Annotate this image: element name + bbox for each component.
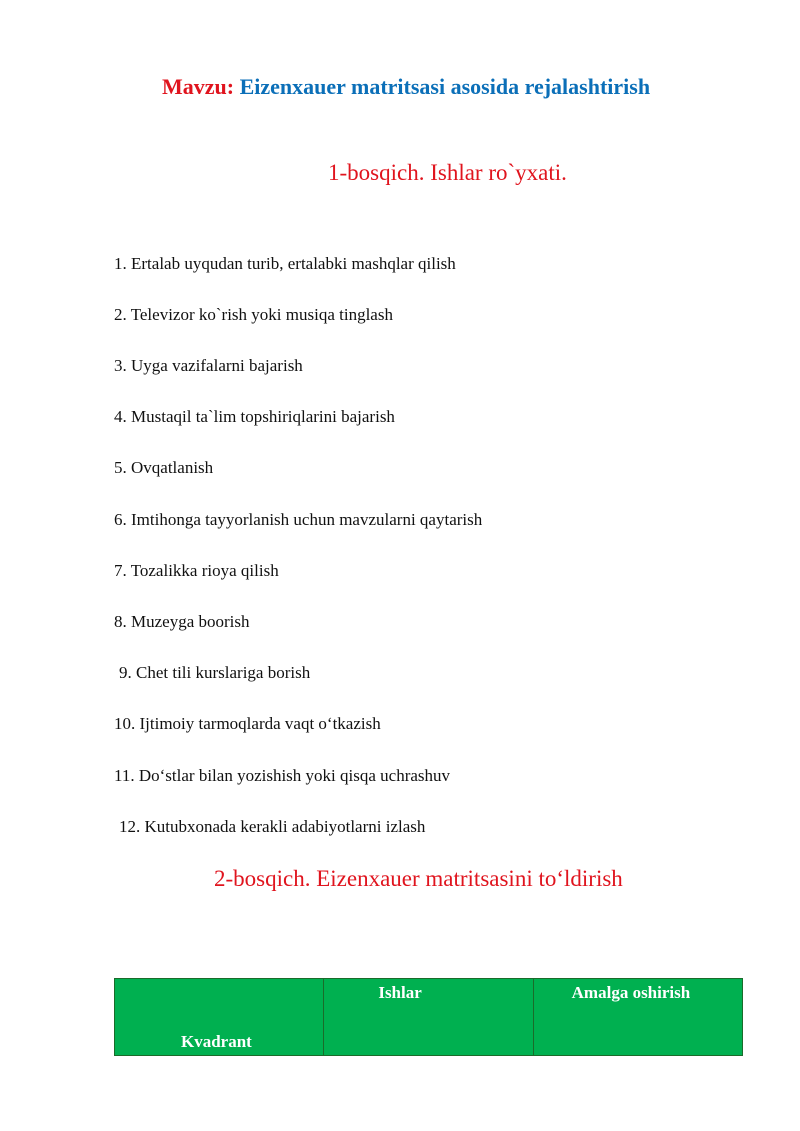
header-label: Kvadrant [181,1032,252,1051]
list-item: 5. Ovqatlanish [114,458,214,477]
header-cell-quadrant [115,979,324,1056]
list-item: 9. Chet tili kurslariga borish [119,663,311,682]
title-label: Mavzu: [162,74,235,99]
header-label: Amalga oshirish [571,983,691,1002]
list-item: 10. Ijtimoiy tarmoqlarda vaqt o‘tkazish [114,714,381,733]
header-cell-implementation [533,979,742,1056]
stage1-heading: 1-bosqich. Ishlar ro`yxati. [328,160,567,185]
stage2-heading: 2-bosqich. Eizenxauer matritsasini to‘ldirish [214,866,623,891]
table-header-row [115,979,743,1056]
list-item: 7. Tozalikka rioya qilish [114,561,279,580]
list-item: 3. Uyga vazifalarni bajarish [114,356,303,375]
eisenhower-matrix-table [114,978,743,1056]
list-item: 12. Kutubxonada kerakli adabiyotlarni izlash [119,817,426,836]
list-item: 1. Ertalab uyqudan turib, ertalabki mashqlar qilish [114,254,456,273]
list-item: 8. Muzeyga boorish [114,612,250,631]
document-title [162,74,762,100]
list-item: 6. Imtihonga tayyorlanish uchun mavzularni qaytarish [114,510,483,529]
list-item: 11. Do‘stlar bilan yozishish yoki qisqa uchrashuv [114,766,451,785]
title-text: Eizenxauer matritsasi asosida rejalashtirish [239,74,651,99]
header-label: Ishlar [378,983,422,1002]
list-item: 2. Televizor ko`rish yoki musiqa tinglash [114,305,393,324]
header-cell-tasks [324,979,533,1056]
list-item: 4. Mustaqil ta`lim topshiriqlarini bajarish [114,407,395,426]
